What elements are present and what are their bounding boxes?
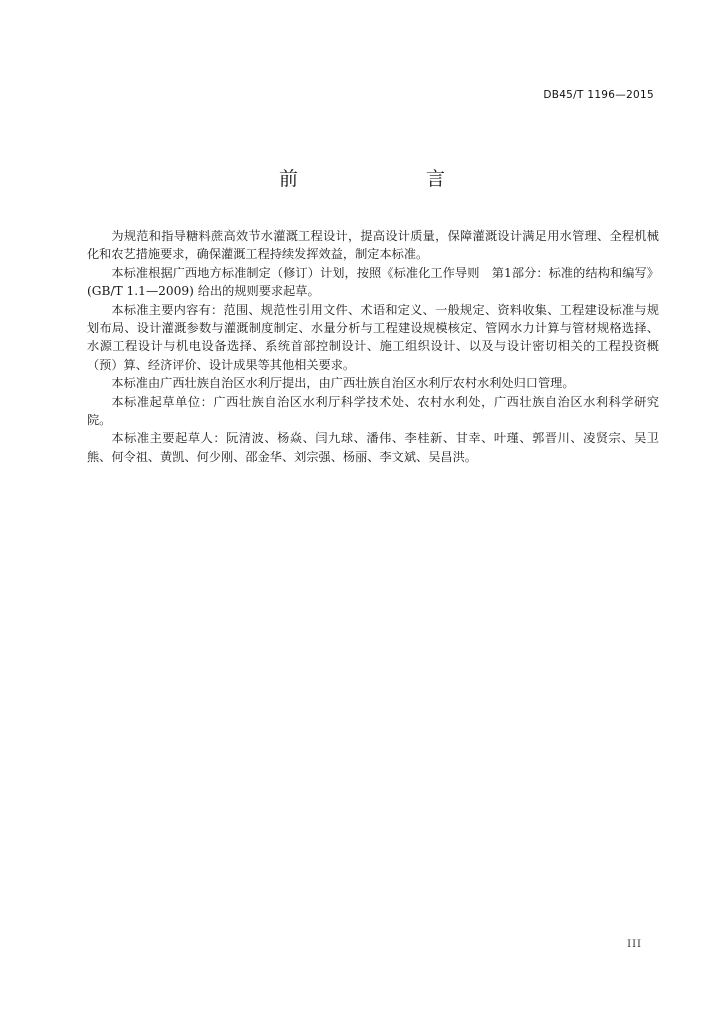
page-title: 前 言 xyxy=(278,168,475,190)
page-number: III xyxy=(627,939,642,950)
paragraph-purpose: 为规范和指导糖料蔗高效节水灌溉工程设计，提高设计质量，保障灌溉设计满足用水管理、全程机械化和农艺措施要求，确保灌溉工程持续发挥效益，制定本标准。 xyxy=(87,229,659,262)
paragraph-drafting-units: 本标准起草单位：广西壮族自治区水利厅科学技术处、农村水利处，广西壮族自治区水利科学研究院。 xyxy=(87,394,659,428)
foreword-body xyxy=(87,227,659,466)
paragraph-contents: 本标准主要内容有：范围、规范性引用文件、术语和定义、一般规定、资料收集、工程建设标准与规划布局、设计灌溉参数与灌溉制度制定、水量分析与工程建设规模核定、管网水力计算与管材规格选择、水源工程设计与机电设备选择、系统首部控制设计、施工组织设计、以及与设计密切相关的工程投资概（预）算、经济评价、设计成果等其他相关要求。 xyxy=(87,302,659,372)
paragraph-proposer: 本标准由广西壮族自治区水利厅提出，由广西壮族自治区水利厅农村水利处归口管理。 xyxy=(111,376,575,391)
standard-code: DB45/T 1196—2015 xyxy=(543,89,654,101)
paragraph-drafters: 本标准主要起草人：阮清波、杨焱、闫九球、潘伟、李桂新、甘幸、叶瑾、郭晋川、凌贤宗、吴卫熊、何令祖、黄凯、何少刚、邵金华、刘宗强、杨丽、李文斌、吴昌洪。 xyxy=(87,431,659,464)
paragraph-basis: 本标准根据广西地方标准制定（修订）计划，按照《标准化工作导则 第1部分：标准的结构和编写》(GB/T 1.1—2009) 给出的规则要求起草。 xyxy=(87,265,659,299)
